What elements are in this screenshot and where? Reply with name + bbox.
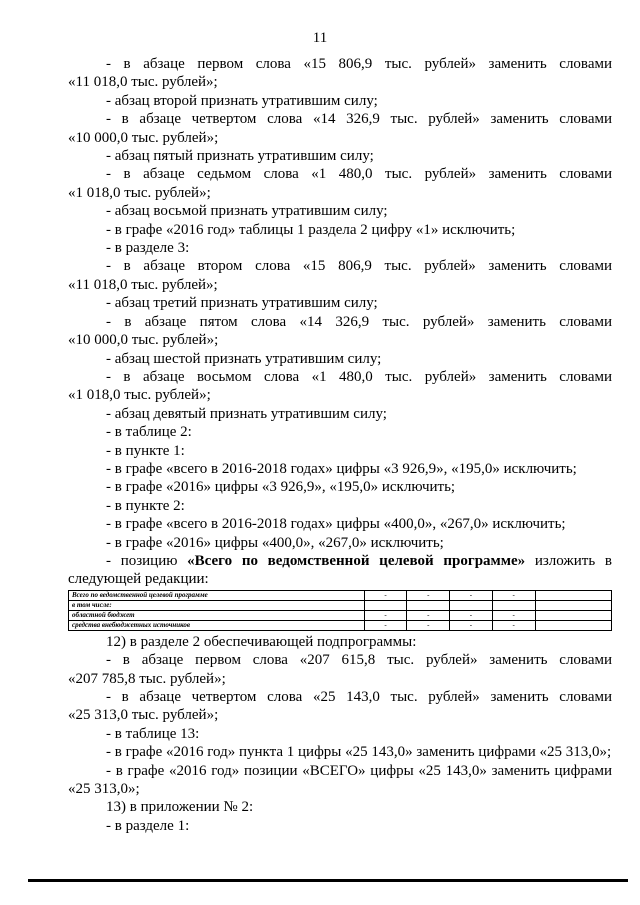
- amendments-list: [68, 55, 612, 552]
- position-suffix: изложить в: [525, 552, 612, 569]
- text-line: «10 000,0 тыс. рублей»;: [68, 129, 219, 146]
- text-line: - абзац девятый признать утратившим силу;: [106, 405, 387, 422]
- table-cell: -: [407, 620, 450, 630]
- table-row: [69, 610, 612, 620]
- text-line: - в графе «всего в 2016-2018 годах» цифры «3 926,9», «195,0» исключить;: [106, 460, 577, 477]
- text-line: - в таблице 13:: [106, 725, 200, 742]
- text-line: «1 018,0 тыс. рублей»;: [68, 184, 211, 201]
- table-cell: [407, 600, 450, 610]
- text-line: 13) в приложении № 2:: [106, 799, 254, 816]
- text-line: - в разделе 1:: [106, 817, 190, 834]
- text-line: - в графе «2016 год» пункта 1 цифры «25 143,0» заменить цифрами «25 313,0»;: [106, 744, 612, 761]
- text-line: - абзац третий признать утратившим силу;: [106, 295, 378, 312]
- table-cell: -: [364, 620, 407, 630]
- document-body: [68, 55, 612, 835]
- table-cell: -: [364, 610, 407, 620]
- table-cell: -: [492, 610, 535, 620]
- table-empty-cell: [535, 590, 611, 600]
- text-line: «11 018,0 тыс. рублей»;: [68, 74, 218, 91]
- text-line: - в абзаце пятом слова «14 326,9 тыс. рублей» заменить словами: [106, 313, 612, 330]
- text-line: «25 313,0 тыс. рублей»;: [68, 707, 219, 724]
- text-line: - в графе «2016 год» таблицы 1 раздела 2 цифру «1» исключить;: [106, 221, 516, 238]
- text-line: - в таблице 2:: [106, 424, 192, 441]
- text-line: «10 000,0 тыс. рублей»;: [68, 332, 219, 349]
- position-line-continuation: следующей редакции:: [68, 571, 209, 588]
- table-cell: -: [407, 610, 450, 620]
- table-row-label: средства внебюджетных источников: [69, 620, 365, 630]
- text-line: - в абзаце восьмом слова «1 480,0 тыс. рублей» заменить словами: [106, 368, 612, 385]
- text-line: - в графе «2016» цифры «3 926,9», «195,0» исключить;: [106, 479, 456, 496]
- table-row: [69, 590, 612, 600]
- table-cell: -: [364, 590, 407, 600]
- text-line: - абзац второй признать утратившим силу;: [106, 92, 378, 109]
- table-cell: -: [450, 610, 493, 620]
- text-line: - в разделе 3:: [106, 240, 190, 257]
- table-row: [69, 620, 612, 630]
- text-line: - в абзаце четвертом слова «25 143,0 тыс. рублей» заменить словами: [106, 689, 612, 705]
- position-prefix: - позицию: [106, 552, 188, 569]
- text-line: 12) в разделе 2 обеспечивающей подпрограммы:: [106, 633, 417, 650]
- table-cell: [364, 600, 407, 610]
- footer-rule: [28, 879, 628, 882]
- text-line: - в графе «2016» цифры «400,0», «267,0» исключить;: [106, 534, 444, 551]
- table-cell: -: [492, 620, 535, 630]
- program-table: [68, 590, 612, 631]
- text-line: - в абзаце втором слова «15 806,9 тыс. рублей» заменить словами: [106, 258, 612, 275]
- table-cell: -: [407, 590, 450, 600]
- text-line: - в пункте 1:: [106, 442, 185, 459]
- text-line: - в абзаце первом слова «207 615,8 тыс. рублей» заменить словами: [106, 652, 612, 669]
- table-empty-cell: [535, 620, 611, 630]
- text-line: - в пункте 2:: [106, 497, 185, 514]
- table-empty-cell: [535, 600, 611, 610]
- text-line: «11 018,0 тыс. рублей»;: [68, 276, 218, 293]
- position-name: «Всего по ведомственной целевой программе»: [187, 552, 526, 569]
- text-line: «207 785,8 тыс. рублей»;: [68, 670, 226, 687]
- text-line: - в абзаце четвертом слова «14 326,9 тыс. рублей» заменить словами: [106, 111, 612, 128]
- text-line: - в графе «2016 год» позиции «ВСЕГО» цифры «25 143,0» заменить цифрами: [106, 762, 612, 779]
- table-row-label: областной бюджет: [69, 610, 365, 620]
- table-cell: -: [450, 590, 493, 600]
- table-row-label: Всего по ведомственной целевой программе: [69, 590, 365, 600]
- text-line: - абзац шестой признать утратившим силу;: [106, 350, 382, 367]
- table-empty-cell: [535, 610, 611, 620]
- page-number: 11: [312, 30, 328, 46]
- text-line: - абзац пятый признать утратившим силу;: [106, 148, 374, 165]
- position-line: [68, 552, 612, 570]
- text-line: «25 313,0»;: [68, 781, 140, 798]
- text-line: - в абзаце седьмом слова «1 480,0 тыс. рублей» заменить словами: [106, 166, 612, 183]
- text-line: - в графе «всего в 2016-2018 годах» цифры «400,0», «267,0» исключить;: [106, 516, 566, 533]
- table-cell: [492, 600, 535, 610]
- table-row: [69, 600, 612, 610]
- text-line: - абзац восьмой признать утратившим силу;: [106, 203, 388, 220]
- table-cell: -: [492, 590, 535, 600]
- text-line: - в абзаце первом слова «15 806,9 тыс. рублей» заменить словами: [106, 56, 612, 72]
- program-table-wrapper: [68, 590, 612, 631]
- table-cell: -: [450, 620, 493, 630]
- text-line: «1 018,0 тыс. рублей»;: [68, 387, 211, 404]
- table-row-label: в том числе:: [69, 600, 365, 610]
- table-cell: [450, 600, 493, 610]
- amendments-list-continued: [68, 633, 612, 835]
